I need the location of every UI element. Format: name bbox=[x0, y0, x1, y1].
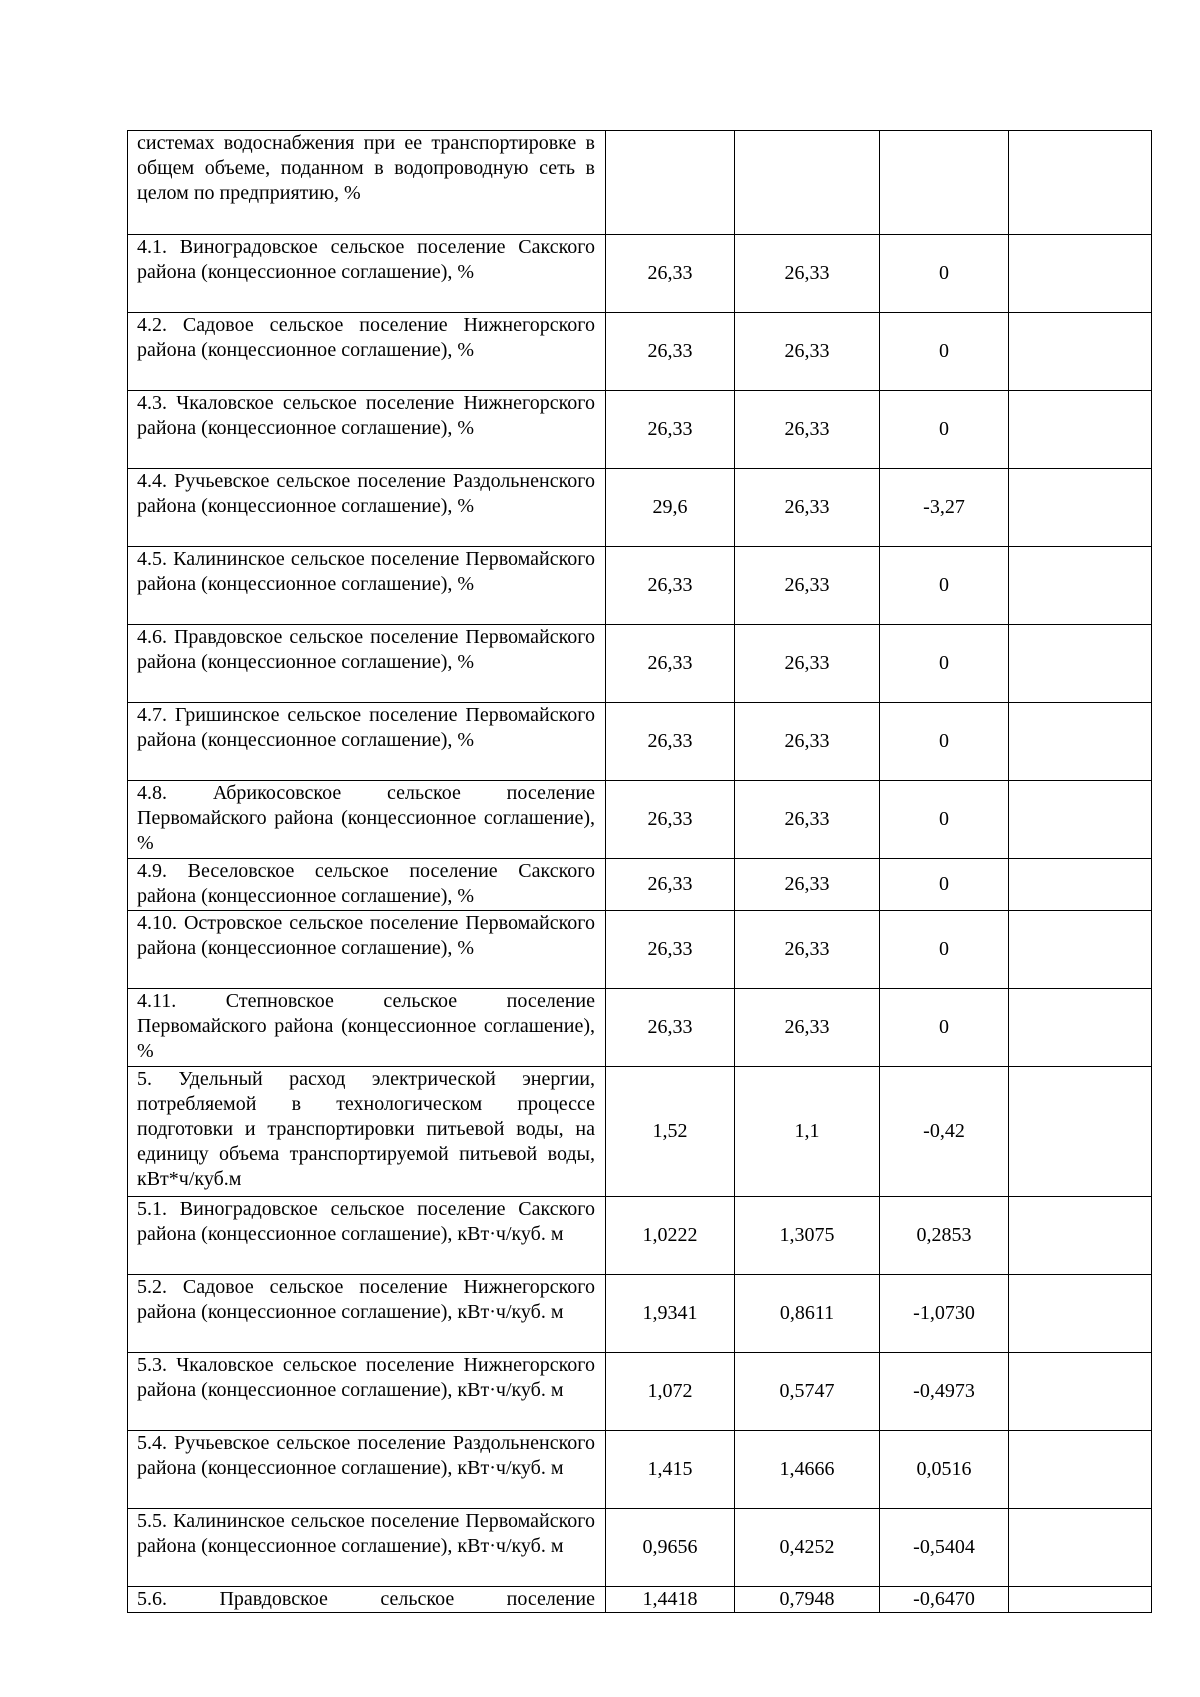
row-value-1: 26,33 bbox=[606, 859, 735, 911]
row-value-3: 0 bbox=[880, 989, 1009, 1067]
table-row bbox=[128, 1067, 1152, 1197]
row-description: системах водоснабжения при ее транспортировке в общем объеме, поданном в водопроводную сеть в целом по предприятию, % bbox=[128, 131, 606, 235]
table-row bbox=[128, 1431, 1152, 1509]
row-value-3: -0,5404 bbox=[880, 1509, 1009, 1587]
row-value-1: 0,9656 bbox=[606, 1509, 735, 1587]
row-value-2: 26,33 bbox=[735, 911, 880, 989]
row-value-3: 0 bbox=[880, 313, 1009, 391]
table-row bbox=[128, 1275, 1152, 1353]
row-value-2: 26,33 bbox=[735, 313, 880, 391]
row-value-3: 0 bbox=[880, 547, 1009, 625]
row-value-1: 1,415 bbox=[606, 1431, 735, 1509]
row-value-3: 0,2853 bbox=[880, 1197, 1009, 1275]
table-row bbox=[128, 989, 1152, 1067]
row-value-2: 26,33 bbox=[735, 625, 880, 703]
row-value-1: 1,9341 bbox=[606, 1275, 735, 1353]
row-value-1: 26,33 bbox=[606, 235, 735, 313]
row-value-4 bbox=[1009, 625, 1152, 703]
row-value-2: 1,4666 bbox=[735, 1431, 880, 1509]
table-row bbox=[128, 625, 1152, 703]
indicators-table bbox=[127, 130, 1152, 1613]
row-value-3 bbox=[880, 131, 1009, 235]
row-value-2 bbox=[735, 131, 880, 235]
row-description: 4.4. Ручьевское сельское поселение Раздольненского района (концессионное соглашение), % bbox=[128, 469, 606, 547]
row-value-3: 0,0516 bbox=[880, 1431, 1009, 1509]
row-value-4 bbox=[1009, 313, 1152, 391]
row-value-1: 26,33 bbox=[606, 911, 735, 989]
row-value-2: 26,33 bbox=[735, 547, 880, 625]
row-value-2: 26,33 bbox=[735, 859, 880, 911]
row-value-3: 0 bbox=[880, 911, 1009, 989]
row-description: 4.10. Островское сельское поселение Первомайского района (концессионное соглашение), % bbox=[128, 911, 606, 989]
row-description: 4.8. Абрикосовское сельское поселение Первомайского района (концессионное соглашение), % bbox=[128, 781, 606, 859]
table-row bbox=[128, 703, 1152, 781]
row-value-2: 26,33 bbox=[735, 469, 880, 547]
row-description: 5.6. Правдовское сельское поселение bbox=[128, 1587, 606, 1613]
row-value-1: 26,33 bbox=[606, 313, 735, 391]
row-value-4 bbox=[1009, 1587, 1152, 1613]
table-row bbox=[128, 911, 1152, 989]
row-value-2: 26,33 bbox=[735, 391, 880, 469]
row-value-1: 26,33 bbox=[606, 391, 735, 469]
row-value-1: 26,33 bbox=[606, 703, 735, 781]
table-row bbox=[128, 859, 1152, 911]
row-value-2: 0,7948 bbox=[735, 1587, 880, 1613]
row-description: 5.4. Ручьевское сельское поселение Раздольненского района (концессионное соглашение), кВт·ч/куб. м bbox=[128, 1431, 606, 1509]
table-row bbox=[128, 1197, 1152, 1275]
row-value-2: 0,8611 bbox=[735, 1275, 880, 1353]
row-value-1: 26,33 bbox=[606, 547, 735, 625]
row-value-3: 0 bbox=[880, 235, 1009, 313]
row-value-2: 26,33 bbox=[735, 989, 880, 1067]
row-description: 4.5. Калининское сельское поселение Первомайского района (концессионное соглашение), % bbox=[128, 547, 606, 625]
row-description: 5.1. Виноградовское сельское поселение Сакского района (концессионное соглашение), кВт·ч/куб. м bbox=[128, 1197, 606, 1275]
row-value-2: 0,5747 bbox=[735, 1353, 880, 1431]
row-value-3: -0,6470 bbox=[880, 1587, 1009, 1613]
table-row bbox=[128, 1587, 1152, 1613]
row-value-2: 26,33 bbox=[735, 703, 880, 781]
row-value-1: 29,6 bbox=[606, 469, 735, 547]
row-value-3: 0 bbox=[880, 703, 1009, 781]
row-value-4 bbox=[1009, 781, 1152, 859]
row-description: 5.3. Чкаловское сельское поселение Нижнегорского района (концессионное соглашение), кВт·ч/куб. м bbox=[128, 1353, 606, 1431]
row-description: 4.1. Виноградовское сельское поселение Сакского района (концессионное соглашение), % bbox=[128, 235, 606, 313]
row-description: 5.5. Калининское сельское поселение Первомайского района (концессионное соглашение), кВт·ч/куб. м bbox=[128, 1509, 606, 1587]
row-value-4 bbox=[1009, 391, 1152, 469]
table-body bbox=[128, 131, 1152, 1613]
row-description: 4.9. Веселовское сельское поселение Сакского района (концессионное соглашение), % bbox=[128, 859, 606, 911]
table-row bbox=[128, 131, 1152, 235]
row-value-4 bbox=[1009, 1353, 1152, 1431]
row-description: 4.2. Садовое сельское поселение Нижнегорского района (концессионное соглашение), % bbox=[128, 313, 606, 391]
row-value-3: 0 bbox=[880, 625, 1009, 703]
row-value-1: 1,072 bbox=[606, 1353, 735, 1431]
row-value-4 bbox=[1009, 703, 1152, 781]
row-value-4 bbox=[1009, 859, 1152, 911]
row-description: 5.2. Садовое сельское поселение Нижнегорского района (концессионное соглашение), кВт·ч/куб. м bbox=[128, 1275, 606, 1353]
table-row bbox=[128, 1353, 1152, 1431]
row-description: 5. Удельный расход электрической энергии, потребляемой в технологическом процессе подготовки и транспортировки питьевой воды, на единицу объема транспортируемой питьевой воды, кВт*ч/куб.м bbox=[128, 1067, 606, 1197]
row-value-4 bbox=[1009, 1067, 1152, 1197]
row-value-4 bbox=[1009, 469, 1152, 547]
row-description: 4.11. Степновское сельское поселение Первомайского района (концессионное соглашение), % bbox=[128, 989, 606, 1067]
row-value-1 bbox=[606, 131, 735, 235]
row-value-3: 0 bbox=[880, 391, 1009, 469]
row-value-1: 26,33 bbox=[606, 781, 735, 859]
table-row bbox=[128, 781, 1152, 859]
row-value-2: 1,3075 bbox=[735, 1197, 880, 1275]
row-value-2: 0,4252 bbox=[735, 1509, 880, 1587]
row-value-1: 1,4418 bbox=[606, 1587, 735, 1613]
row-description: 4.6. Правдовское сельское поселение Первомайского района (концессионное соглашение), % bbox=[128, 625, 606, 703]
table-row bbox=[128, 235, 1152, 313]
row-value-4 bbox=[1009, 235, 1152, 313]
row-value-3: 0 bbox=[880, 781, 1009, 859]
row-value-1: 1,0222 bbox=[606, 1197, 735, 1275]
row-value-4 bbox=[1009, 547, 1152, 625]
row-value-1: 1,52 bbox=[606, 1067, 735, 1197]
row-description: 4.7. Гришинское сельское поселение Первомайского района (концессионное соглашение), % bbox=[128, 703, 606, 781]
row-value-4 bbox=[1009, 1275, 1152, 1353]
table-row bbox=[128, 1509, 1152, 1587]
row-value-3: -3,27 bbox=[880, 469, 1009, 547]
row-description: 4.3. Чкаловское сельское поселение Нижнегорского района (концессионное соглашение), % bbox=[128, 391, 606, 469]
row-value-1: 26,33 bbox=[606, 625, 735, 703]
row-value-3: -0,42 bbox=[880, 1067, 1009, 1197]
row-value-3: 0 bbox=[880, 859, 1009, 911]
table-row bbox=[128, 391, 1152, 469]
row-value-3: -1,0730 bbox=[880, 1275, 1009, 1353]
table-row bbox=[128, 547, 1152, 625]
row-value-4 bbox=[1009, 911, 1152, 989]
row-value-2: 26,33 bbox=[735, 781, 880, 859]
row-value-4 bbox=[1009, 1509, 1152, 1587]
row-value-2: 26,33 bbox=[735, 235, 880, 313]
row-value-4 bbox=[1009, 131, 1152, 235]
row-value-1: 26,33 bbox=[606, 989, 735, 1067]
table-row bbox=[128, 313, 1152, 391]
row-value-4 bbox=[1009, 1431, 1152, 1509]
row-value-3: -0,4973 bbox=[880, 1353, 1009, 1431]
table-row bbox=[128, 469, 1152, 547]
row-value-2: 1,1 bbox=[735, 1067, 880, 1197]
row-value-4 bbox=[1009, 1197, 1152, 1275]
row-value-4 bbox=[1009, 989, 1152, 1067]
